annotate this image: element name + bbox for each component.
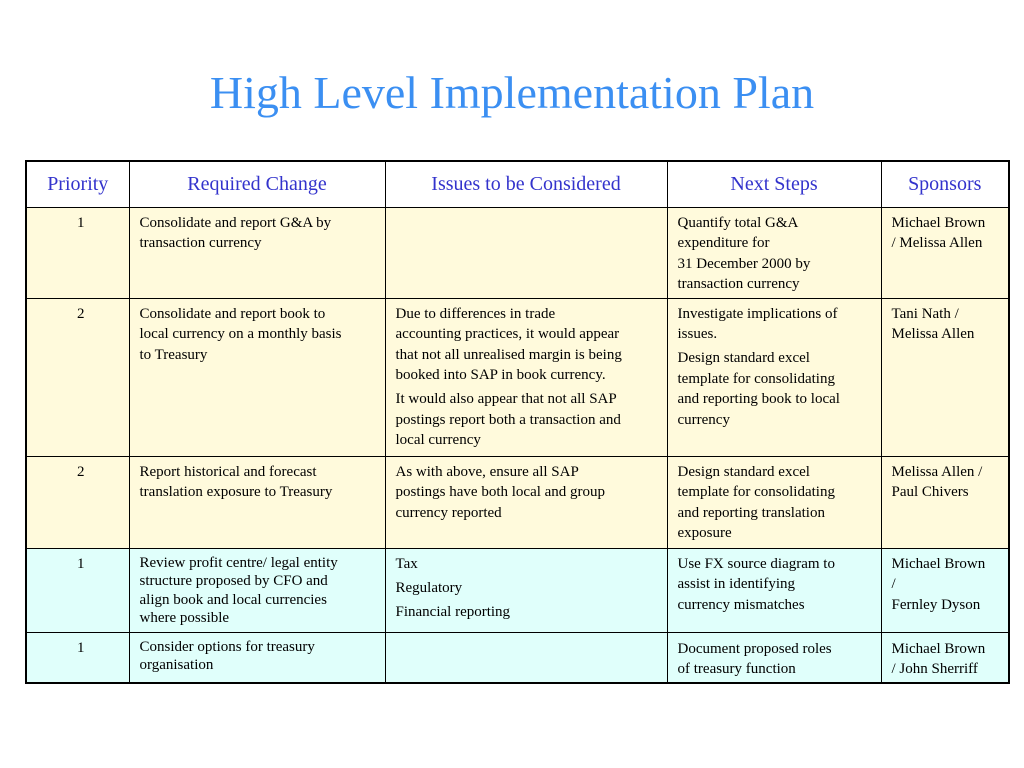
table-header-row xyxy=(26,161,1009,207)
issues-cell xyxy=(385,207,667,298)
next-steps-cell xyxy=(667,548,881,632)
sponsors-cell xyxy=(881,207,1009,298)
sponsors-text: Michael Brown / John Sherriff xyxy=(891,640,986,677)
sponsors-text: Tani Nath / Melissa Allen xyxy=(891,305,975,342)
header-priority: Priority xyxy=(26,161,129,207)
issue-text: Financial reporting xyxy=(395,603,511,620)
required-change-cell xyxy=(129,207,385,298)
next-steps-cell xyxy=(667,207,881,298)
issue-text: Tax xyxy=(395,555,418,572)
required-change-cell xyxy=(129,632,385,683)
sponsors-text: Michael Brown / Melissa Allen xyxy=(891,214,986,251)
sponsors-text: Melissa Allen / Paul Chivers xyxy=(891,463,983,500)
issue-text: Due to differences in trade accounting practices, it would appear that not all unrealised margin is being booked into SAP in book currency. xyxy=(395,305,622,383)
required-change-cell xyxy=(129,548,385,632)
table-row xyxy=(26,456,1009,548)
required-change-text: Consolidate and report book to local currency on a monthly basis to Treasury xyxy=(139,305,342,363)
slide-title: High Level Implementation Plan xyxy=(209,67,815,118)
priority-value: 1 xyxy=(77,555,85,572)
header-next-steps: Next Steps xyxy=(667,161,881,207)
required-change-text: Report historical and forecast translation exposure to Treasury xyxy=(139,463,333,500)
issues-cell xyxy=(385,548,667,632)
priority-value: 2 xyxy=(77,305,85,322)
issue-text: As with above, ensure all SAP postings have both local and group currency reported xyxy=(395,463,606,521)
required-change-cell xyxy=(129,298,385,456)
required-change-text: Review profit centre/ legal entity structure proposed by CFO and align book and local currencies where possible xyxy=(139,554,338,626)
next-step-text: Document proposed roles of treasury function xyxy=(677,640,832,677)
implementation-plan-table xyxy=(25,160,1010,684)
next-step-text: Design standard excel template for consolidating and reporting book to local currency xyxy=(677,350,840,428)
sponsors-cell xyxy=(881,548,1009,632)
next-steps-cell xyxy=(667,298,881,456)
required-change-text: Consolidate and report G&A by transaction currency xyxy=(139,214,332,251)
issue-text: It would also appear that not all SAP postings report both a transaction and local currency xyxy=(395,391,621,448)
issues-cell xyxy=(385,632,667,683)
issues-cell xyxy=(385,456,667,548)
next-step-text: Use FX source diagram to assist in identifying currency mismatches xyxy=(677,555,835,613)
table-row xyxy=(26,298,1009,456)
issues-cell xyxy=(385,298,667,456)
table-row xyxy=(26,548,1009,632)
required-change-text: Consider options for treasury organisation xyxy=(139,638,315,673)
next-step-text: Design standard excel template for consolidating and reporting translation exposure xyxy=(677,463,835,541)
table-row xyxy=(26,207,1009,298)
sponsors-text: Michael Brown / Fernley Dyson xyxy=(891,555,986,613)
priority-value: 1 xyxy=(77,639,85,656)
required-change-cell xyxy=(129,456,385,548)
header-required-change: Required Change xyxy=(129,161,385,207)
priority-cell xyxy=(26,456,129,548)
priority-cell xyxy=(26,298,129,456)
next-step-text: Quantify total G&A expenditure for 31 December 2000 by transaction currency xyxy=(677,214,811,292)
sponsors-cell xyxy=(881,456,1009,548)
priority-cell xyxy=(26,548,129,632)
sponsors-cell xyxy=(881,632,1009,683)
table-row xyxy=(26,632,1009,683)
next-steps-cell xyxy=(667,456,881,548)
next-steps-cell xyxy=(667,632,881,683)
header-issues: Issues to be Considered xyxy=(385,161,667,207)
priority-cell xyxy=(26,632,129,683)
sponsors-cell xyxy=(881,298,1009,456)
priority-cell xyxy=(26,207,129,298)
issue-text: Regulatory xyxy=(395,579,463,596)
priority-value: 1 xyxy=(77,214,85,231)
header-sponsors: Sponsors xyxy=(881,161,1009,207)
priority-value: 2 xyxy=(77,463,85,480)
next-step-text: Investigate implications of issues. xyxy=(677,305,838,342)
